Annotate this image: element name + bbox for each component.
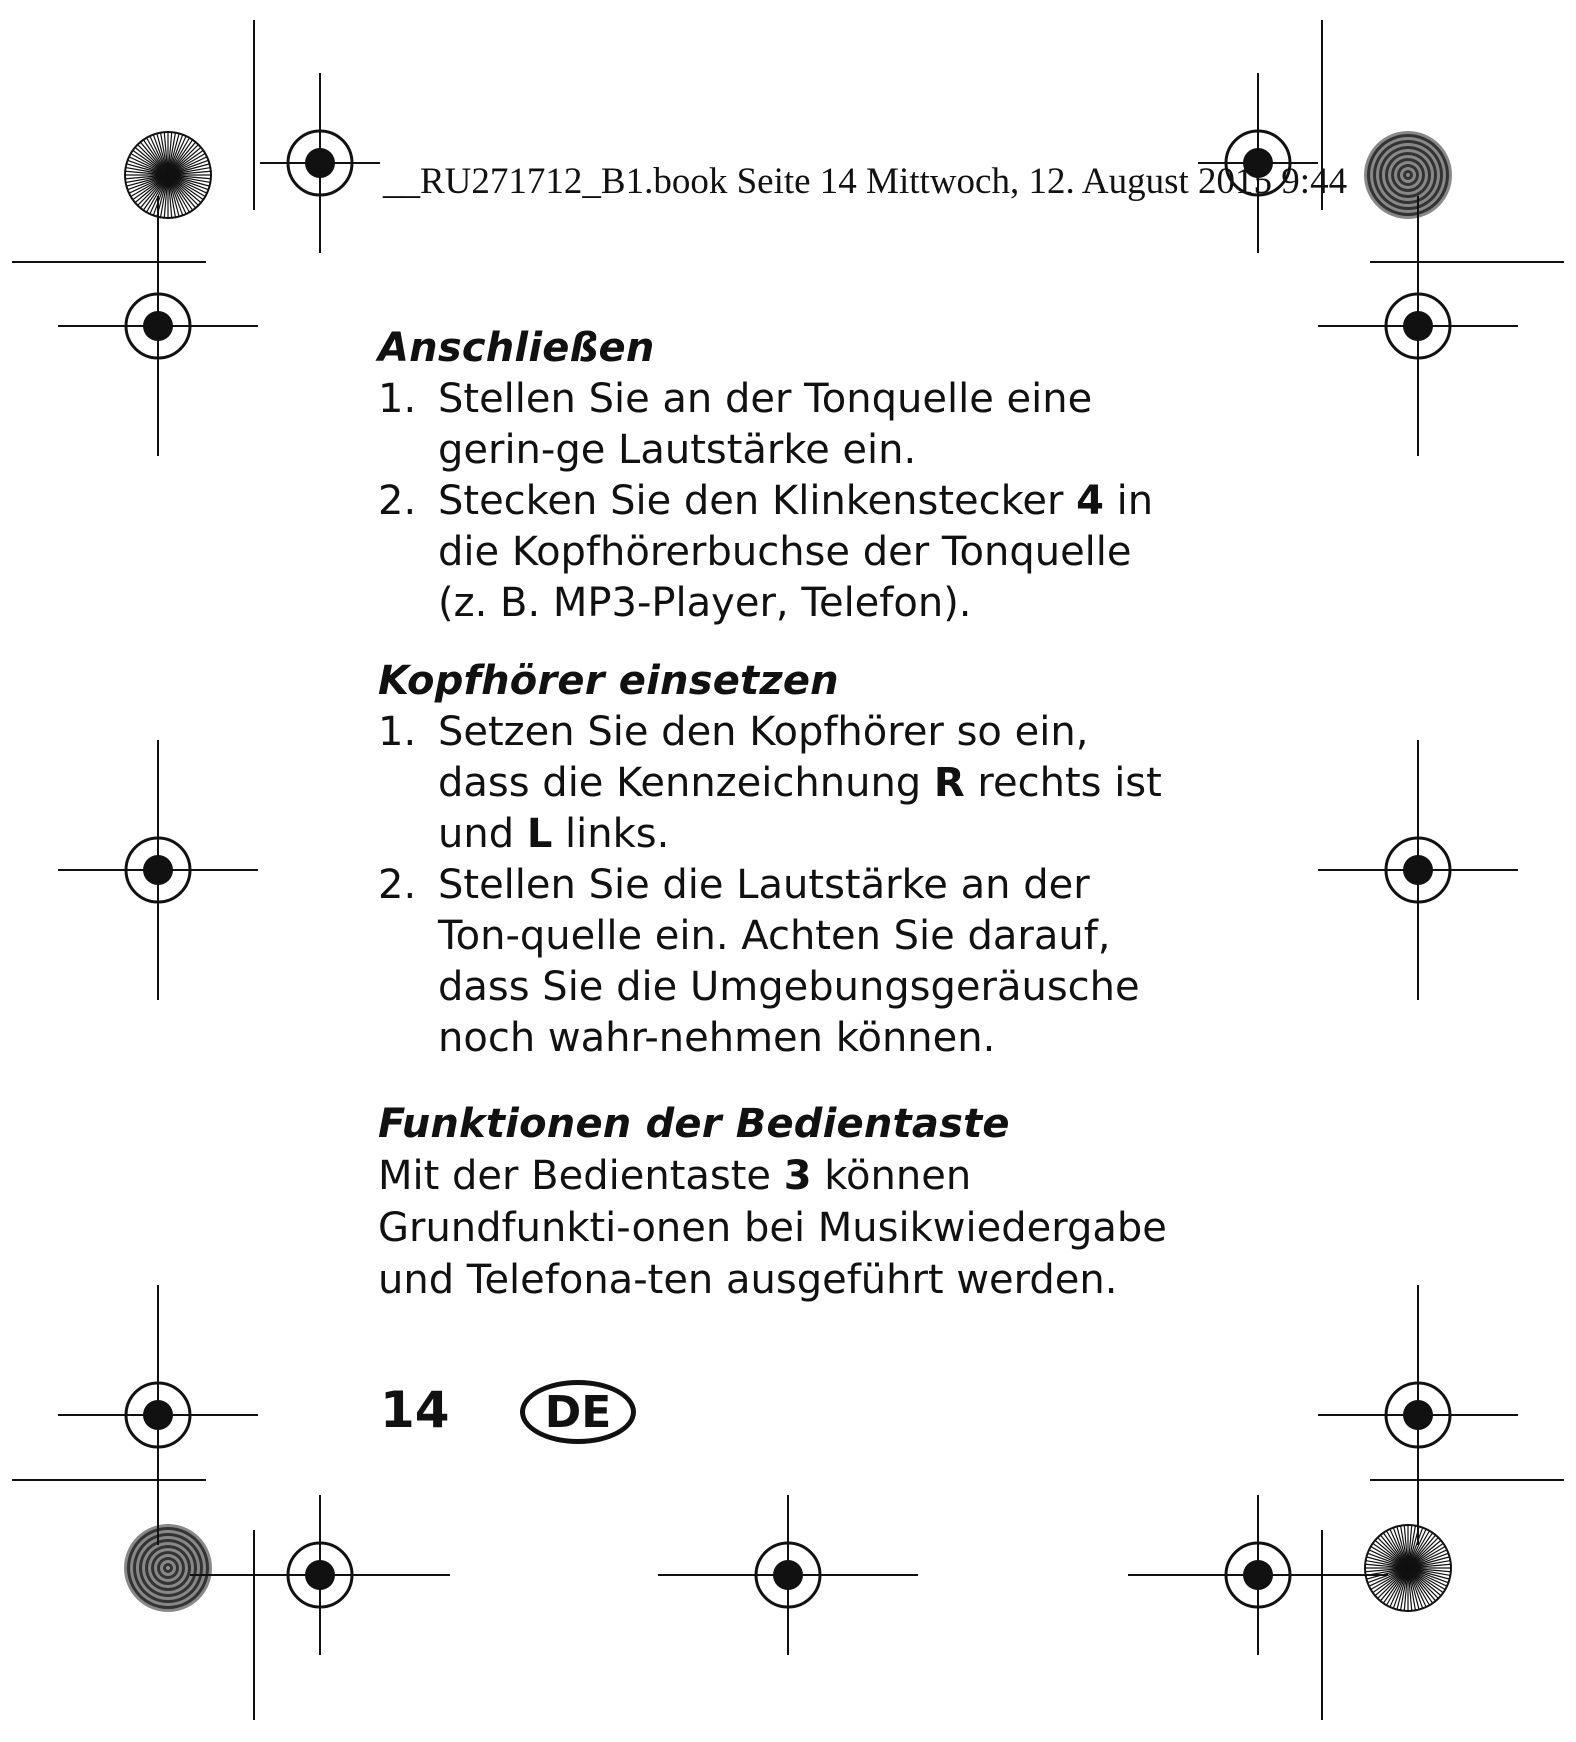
step-number: 1.	[378, 376, 417, 422]
steps-anschliessen	[378, 374, 1178, 629]
page-number: 14	[380, 1381, 450, 1439]
page-content	[378, 322, 1178, 1306]
registration-dot-icon	[143, 311, 173, 341]
registration-dot-icon	[1243, 1560, 1273, 1590]
step-text: in die Kopfhörerbuchse der Tonquelle (z. B. MP3-Player, Telefon).	[438, 478, 1154, 626]
section-heading-funktionen: Funktionen der Bedientaste	[378, 1101, 1010, 1147]
section-heading-kopfhoerer-einsetzen: Kopfhörer einsetzen	[378, 658, 839, 704]
step-text: links.	[552, 811, 670, 857]
step-text: Stellen Sie an der Tonquelle eine gerin-ge Lautstärke ein.	[438, 376, 1093, 473]
registration-dot-icon	[1403, 855, 1433, 885]
concentric-target-icon	[124, 1524, 212, 1612]
steps-kopfhoerer-einsetzen	[378, 707, 1178, 1064]
part-number: 4	[1076, 478, 1104, 524]
registration-dot-icon	[773, 1560, 803, 1590]
left-marking: L	[526, 811, 553, 857]
registration-dot-icon	[1403, 1400, 1433, 1430]
starburst-target-icon	[125, 132, 211, 218]
print-slug: __RU271712_B1.book Seite 14 Mittwoch, 12. August 2015 9:44	[383, 161, 1348, 202]
part-number: 3	[783, 1153, 812, 1199]
list-item	[378, 374, 1178, 476]
step-text: Stellen Sie die Lautstärke an der Ton-quelle ein. Achten Sie darauf, dass Sie die Umgebungsgeräusche noch wahr-nehmen können.	[438, 862, 1140, 1061]
registration-dot-icon	[1403, 311, 1433, 341]
concentric-target-icon	[1364, 131, 1452, 219]
body-paragraph	[378, 1150, 1178, 1306]
list-item	[378, 476, 1178, 629]
step-number: 2.	[378, 478, 417, 524]
section-heading-anschliessen: Anschließen	[378, 325, 655, 371]
registration-dot-icon	[305, 1560, 335, 1590]
step-number: 2.	[378, 862, 417, 908]
list-item	[378, 707, 1178, 860]
step-text: rechts ist und	[438, 760, 1162, 857]
paragraph-text: können Grundfunkti-onen bei Musikwiedergabe und Telefona-ten ausgeführt werden.	[378, 1153, 1167, 1303]
step-text: Setzen Sie den Kopfhörer so ein, dass die Kennzeichnung	[438, 709, 1089, 806]
list-item	[378, 860, 1178, 1064]
language-code: DE	[544, 1386, 612, 1438]
registration-dot-icon	[143, 855, 173, 885]
language-badge	[520, 1380, 636, 1444]
step-number: 1.	[378, 709, 417, 755]
step-text: Stecken Sie den Klinkenstecker	[438, 478, 1077, 524]
right-marking: R	[933, 760, 965, 806]
registration-dot-icon	[143, 1400, 173, 1430]
starburst-target-icon	[1365, 1525, 1451, 1611]
paragraph-text: Mit der Bedientaste	[378, 1153, 784, 1199]
registration-dot-icon	[305, 148, 335, 178]
